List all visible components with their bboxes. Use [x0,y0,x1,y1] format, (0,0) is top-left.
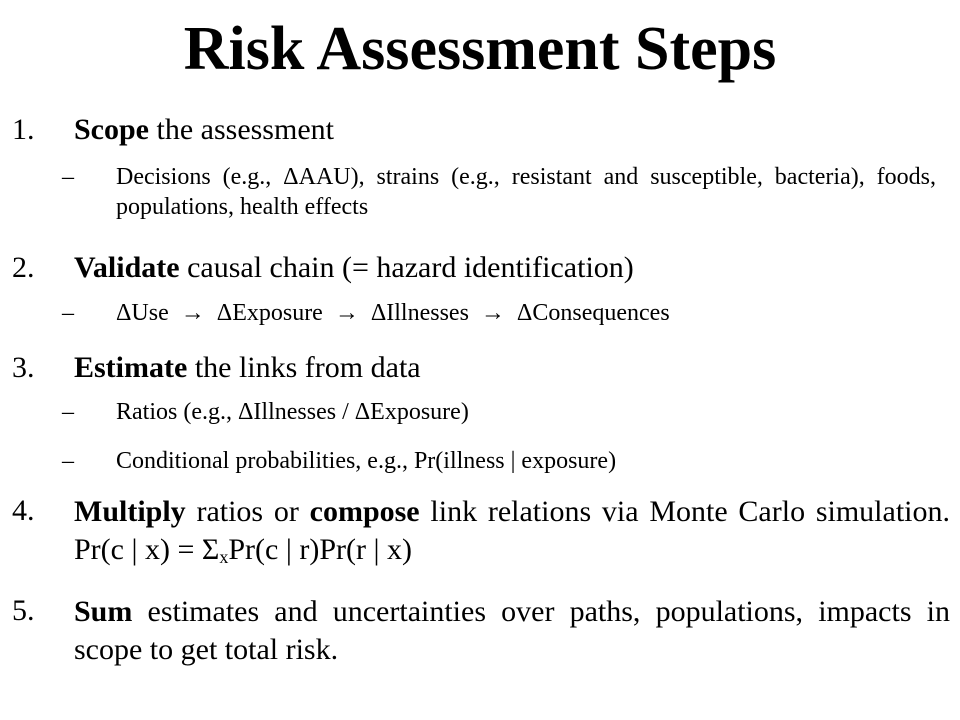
step-number: 4. [12,494,35,527]
step-number: 3. [12,351,35,384]
step-mid: ratios or [185,495,310,528]
subitem-text: ΔUse → ΔExposure → ΔIllnesses → ΔConsequences [116,300,670,326]
step-text [74,250,950,285]
bullet-dash: – [62,300,74,326]
step-text [74,112,950,147]
step-4 [0,493,960,569]
step-5 [0,593,960,669]
step-keyword-2: compose [309,495,420,528]
step-keyword: Multiply [74,495,186,528]
step-rest: the assessment [149,113,334,146]
bullet-dash: – [62,164,74,190]
step-keyword: Sum [74,595,133,628]
step-text [74,350,950,385]
slide-title: Risk Assessment Steps [183,15,777,83]
step-tail: Pr(c | r)Pr(r | x) [228,533,412,566]
step-rest: link relations via Monte Carlo simulation. Pr(c | x) = Σ [74,495,951,566]
bullet-dash: – [62,399,74,425]
step-rest: causal chain (= hazard identification) [179,251,634,284]
step-keyword: Estimate [74,351,188,384]
step-rest: the links from data [187,351,421,384]
subitem-1-1 [0,162,960,226]
step-rest: estimates and uncertainties over paths, populations, impacts in scope to get total risk. [74,595,950,666]
step-keyword: Scope [74,113,149,146]
sum-subscript: x [219,547,229,567]
bullet-dash: – [62,448,74,474]
step-keyword: Validate [74,251,180,284]
step-number: 5. [12,594,35,627]
step-number: 1. [12,113,35,146]
subitem-text: Ratios (e.g., ΔIllnesses / ΔExposure) [116,399,469,425]
step-text [74,593,950,669]
subitem-text: Conditional probabilities, e.g., Pr(illness | exposure) [116,448,617,474]
step-number: 2. [12,251,35,284]
subitem-text: Decisions (e.g., ΔAAU), strains (e.g., resistant and susceptible, bacteria), foods, populations, health effects [116,164,936,220]
step-text [74,493,950,576]
